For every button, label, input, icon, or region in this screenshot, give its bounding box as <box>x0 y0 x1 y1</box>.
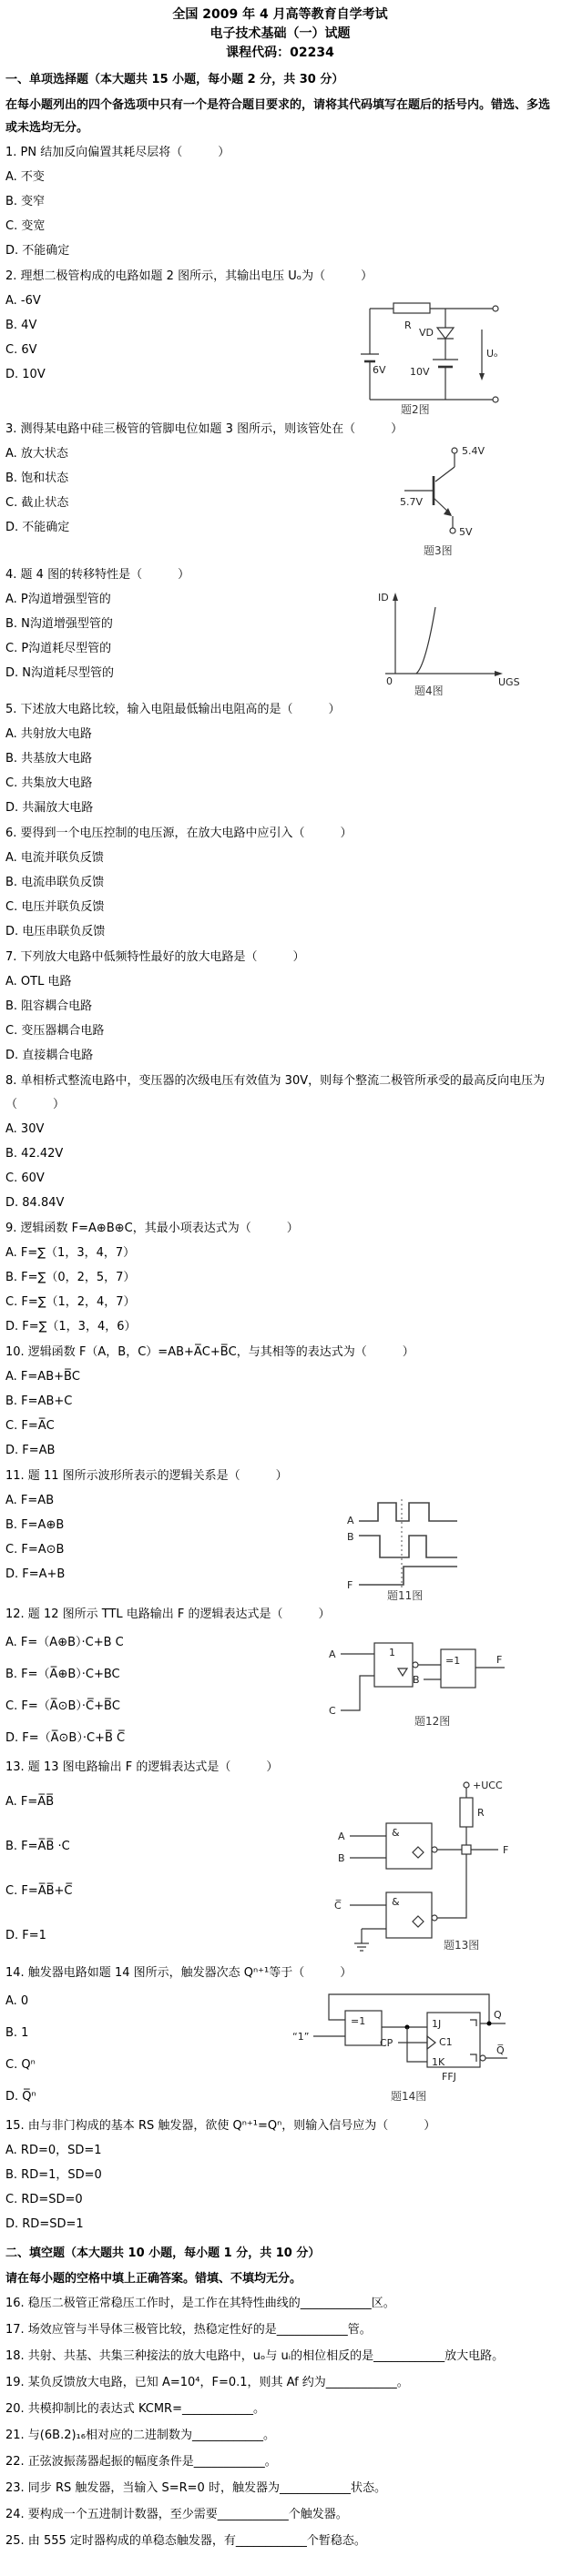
fig13-label-b: B <box>338 1852 345 1864</box>
fig13-gate1-symbol: & <box>392 1827 400 1839</box>
option-a: A. P沟道增强型管的 <box>5 593 111 606</box>
option-b: B. F=AB+C <box>5 1394 73 1408</box>
fig13-gate2-symbol: & <box>392 1896 400 1908</box>
question-9 <box>5 1217 555 1339</box>
option-d: D. N沟道耗尽型管的 <box>5 666 114 680</box>
fig2-caption: 题2图 <box>401 403 430 416</box>
option-a: A. 放大状态 <box>5 447 68 461</box>
section2-instructions: 请在每小题的空格中填上正确答案。错填、不填均无分。 <box>5 2272 302 2286</box>
section1-title: 一、单项选择题（本大题共 15 小题，每小题 2 分，共 30 分） <box>5 73 344 86</box>
option-d: D. 共漏放大电路 <box>5 801 94 815</box>
option-d: D. F=（A̅⊙B）·C+B̅ C̅ <box>5 1731 126 1745</box>
fig4-xlabel: UGS <box>498 676 520 688</box>
option-a: A. F=A̅B̅ <box>5 1795 55 1809</box>
fig12-label-a: A <box>329 1648 336 1660</box>
option-c: C. F=（A̅⊙B）·C̅+B̅C <box>5 1699 121 1713</box>
section2-title: 二、填空题（本大题共 10 小题，每小题 1 分，共 10 分） <box>5 2246 321 2260</box>
option-c: C. 电压并联负反馈 <box>5 900 105 914</box>
option-b: B. F=A̅B̅ ·C <box>5 1840 70 1853</box>
option-b: B. 4V <box>5 319 37 332</box>
fig13-label-a: A <box>338 1831 345 1842</box>
fig14-label-1: “1” <box>292 2031 310 2043</box>
option-d: D. F=1 <box>5 1929 46 1942</box>
question-text: 7. 下列放大电路中低频特性最好的放大电路是（ ） <box>5 950 305 964</box>
option-d: D. 不能确定 <box>5 244 70 258</box>
fig3-label-left: 5.7V <box>400 496 424 508</box>
fig4-origin: 0 <box>386 675 393 687</box>
fig4-caption: 题4图 <box>414 685 444 697</box>
option-c: C. F=∑（1，2，4，7） <box>5 1295 136 1309</box>
option-d: D. 直接耦合电路 <box>5 1049 94 1062</box>
option-a: A. RD=0，SD=1 <box>5 2144 102 2157</box>
fig14-label-cp: CP <box>380 2037 393 2049</box>
question-25: 25. 由 555 定时器构成的单稳态触发器，有____________个暂稳态。 <box>5 2534 366 2548</box>
option-c: C. 60V <box>5 1171 45 1185</box>
option-b: B. 1 <box>5 2026 29 2040</box>
option-b: B. 变窄 <box>5 195 46 208</box>
question-text: 8. 单相桥式整流电路中，变压器的次级电压有效值为 30V，则每个整流二极管所承受的最高反向电压为（ ） <box>5 1074 546 1111</box>
fig2-label-6v: 6V <box>373 364 386 376</box>
option-d: D. RD=SD=1 <box>5 2217 84 2231</box>
option-b: B. 饱和状态 <box>5 472 69 485</box>
question-3 <box>5 418 555 562</box>
fig12-gate2-symbol: =1 <box>445 1655 461 1667</box>
question-16: 16. 稳压二极管正常稳压工作时，是工作在其特性曲线的____________区。 <box>5 2297 395 2310</box>
option-b: B. N沟道增强型管的 <box>5 617 113 631</box>
question-18: 18. 共射、共基、共集三种接法的放大电路中，uₒ与 uᵢ的相位相反的是____________放大电路。 <box>5 2349 505 2363</box>
figure-q3-transistor <box>382 441 518 562</box>
fig12-label-b: B <box>413 1674 420 1686</box>
section1-instructions: 在每小题列出的四个备选项中只有一个是符合题目要求的，请将其代码填写在题后的括号内。错选、多选或未选均无分。 <box>5 98 551 135</box>
option-b: B. F=A⊕B <box>5 1518 65 1532</box>
option-c: C. 变压器耦合电路 <box>5 1024 105 1038</box>
course-code: 课程代码：02234 <box>226 46 334 60</box>
fig14-label-qbar: Q̅ <box>496 2044 505 2056</box>
option-c: C. Qⁿ <box>5 2058 36 2072</box>
fig14-caption: 题14图 <box>391 2090 427 2103</box>
question-text: 15. 由与非门构成的基本 RS 触发器，欲使 Qⁿ⁺¹=Qⁿ，则输入信号应为（ ） <box>5 2119 436 2133</box>
question-20: 20. 共模抑制比的表达式 KCMR=____________。 <box>5 2402 265 2416</box>
option-c: C. RD=SD=0 <box>5 2193 83 2206</box>
question-text: 5. 下述放大电路比较，输入电阻最低输出电阻高的是（ ） <box>5 703 341 716</box>
fig14-label-ff: FFJ <box>442 2071 456 2083</box>
option-a: A. F=（A⊕B）·C+B C <box>5 1636 124 1649</box>
fig14-label-q: Q <box>494 2009 502 2021</box>
fig13-label-f: F <box>503 1844 509 1856</box>
fig12-gate1-symbol: 1 <box>389 1647 395 1658</box>
question-text: 1. PN 结加反向偏置其耗尽层将（ ） <box>5 146 230 159</box>
fig13-label-ucc: +UCC <box>473 1780 503 1791</box>
fig4-ylabel: ID <box>378 592 389 603</box>
fig3-label-top: 5.4V <box>462 445 485 457</box>
question-text: 4. 题 4 图的转移特性是（ ） <box>5 568 190 582</box>
figure-q14-flipflop-circuit <box>291 1985 518 2108</box>
option-c: C. 共集放大电路 <box>5 776 93 790</box>
option-d: D. Q̅ⁿ <box>5 2090 36 2104</box>
question-2 <box>5 265 555 416</box>
option-b: B. 42.42V <box>5 1147 64 1161</box>
question-8 <box>5 1070 555 1215</box>
fig14-label-1k: 1K <box>432 2056 445 2068</box>
option-b: B. 电流串联负反馈 <box>5 876 105 889</box>
figure-q2-diode-circuit <box>359 289 518 416</box>
question-21: 21. 与(6B.2)₁₆相对应的二进制数为____________。 <box>5 2429 275 2442</box>
fig13-label-c: C̅ <box>334 1900 342 1912</box>
question-7 <box>5 946 555 1068</box>
question-text: 13. 题 13 图电路输出 F 的逻辑表达式是（ ） <box>5 1760 279 1774</box>
question-11 <box>5 1465 555 1601</box>
question-5 <box>5 698 555 820</box>
question-4 <box>5 563 555 696</box>
fig11-caption: 题11图 <box>387 1589 424 1602</box>
question-text: 12. 题 12 图所示 TTL 电路输出 F 的逻辑表达式是（ ） <box>5 1607 331 1621</box>
option-c: C. P沟道耗尽型管的 <box>5 642 112 655</box>
option-a: A. F=AB+B̅C <box>5 1370 80 1384</box>
fig12-label-f: F <box>496 1654 503 1666</box>
fig3-label-bottom: 5V <box>459 526 473 538</box>
question-text: 6. 要得到一个电压控制的电压源，在放大电路中应引入（ ） <box>5 827 353 840</box>
question-14 <box>5 1962 555 2113</box>
option-a: A. 0 <box>5 1994 29 2008</box>
option-c: C. 截止状态 <box>5 496 69 510</box>
option-d: D. F=AB <box>5 1444 56 1457</box>
option-c: C. F=A̅B̅+C̅ <box>5 1884 73 1898</box>
question-17: 17. 场效应管与半导体三极管比较，热稳定性好的是____________管。 <box>5 2323 372 2337</box>
fig13-caption: 题13图 <box>444 1939 480 1952</box>
option-d: D. 电压串联负反馈 <box>5 925 106 938</box>
fig12-caption: 题12图 <box>414 1715 451 1728</box>
option-b: B. F=∑（0，2，5，7） <box>5 1271 136 1284</box>
option-a: A. 电流并联负反馈 <box>5 851 104 865</box>
question-1 <box>5 141 555 263</box>
option-a: A. F=AB <box>5 1494 55 1507</box>
option-a: A. F=∑（1，3，4，7） <box>5 1246 136 1260</box>
question-13 <box>5 1756 555 1960</box>
question-text: 14. 触发器电路如题 14 图所示，触发器次态 Qⁿ⁺¹等于（ ） <box>5 1966 353 1980</box>
figure-q12-logic-circuit <box>318 1627 518 1729</box>
fig13-label-r: R <box>477 1807 485 1819</box>
option-b: B. 阻容耦合电路 <box>5 999 93 1013</box>
question-23: 23. 同步 RS 触发器，当输入 S=R=0 时，触发器为____________状态。 <box>5 2481 386 2495</box>
fig14-label-1j: 1J <box>432 2018 442 2030</box>
fig14-xor-symbol: =1 <box>351 2015 366 2027</box>
question-15 <box>5 2115 555 2236</box>
fig14-label-c1: C1 <box>439 2036 453 2048</box>
fig2-label-10v: 10V <box>410 366 430 378</box>
fig12-label-c: C <box>329 1705 336 1717</box>
option-d: D. F=A+B <box>5 1567 66 1581</box>
fig3-caption: 题3图 <box>424 544 453 557</box>
question-6 <box>5 822 555 944</box>
fig2-label-vd: VD <box>419 327 434 339</box>
figure-q4-transfer-curve <box>363 587 518 696</box>
question-24: 24. 要构成一个五进制计数器，至少需要____________个触发器。 <box>5 2508 348 2521</box>
option-c: C. 6V <box>5 343 37 357</box>
option-a: A. OTL 电路 <box>5 975 72 989</box>
fig11-label-a: A <box>347 1515 354 1526</box>
question-22: 22. 正弦波振荡器起振的幅度条件是____________。 <box>5 2455 277 2469</box>
option-d: D. 84.84V <box>5 1196 65 1210</box>
option-d: D. 10V <box>5 368 46 381</box>
figure-q13-nand-circuit <box>318 1780 518 1960</box>
option-b: B. RD=1，SD=0 <box>5 2168 102 2182</box>
question-10 <box>5 1341 555 1463</box>
fig11-label-b: B <box>347 1531 354 1543</box>
option-b: B. 共基放大电路 <box>5 752 93 766</box>
option-a: A. 不变 <box>5 170 45 184</box>
option-a: A. 30V <box>5 1122 45 1136</box>
option-b: B. F=（A̅⊕B）·C+BC <box>5 1668 120 1681</box>
paper-title-line1: 全国 2009 年 4 月高等教育自学考试 <box>172 7 388 22</box>
fig2-label-uo: Uₒ <box>486 348 498 360</box>
question-text: 2. 理想二极管构成的电路如题 2 图所示，其输出电压 Uₒ为（ ） <box>5 269 373 283</box>
option-a: A. 共射放大电路 <box>5 727 92 741</box>
option-c: C. 变宽 <box>5 219 46 233</box>
figure-q11-waveforms <box>336 1488 518 1601</box>
question-text: 9. 逻辑函数 F=A⊕B⊕C，其最小项表达式为（ ） <box>5 1222 299 1235</box>
paper-title-line2: 电子技术基础（一）试题 <box>209 26 351 41</box>
option-c: C. F=A̅C <box>5 1419 55 1433</box>
option-d: D. 不能确定 <box>5 521 70 534</box>
option-a: A. -6V <box>5 294 41 308</box>
question-12 <box>5 1603 555 1754</box>
question-19: 19. 某负反馈放大电路，已知 A=10⁴，F=0.1，则其 Af 约为____________。 <box>5 2376 409 2389</box>
question-text: 3. 测得某电路中硅三极管的管脚电位如题 3 图所示，则该管处在（ ） <box>5 422 404 436</box>
fig2-label-r: R <box>404 319 412 331</box>
question-text: 10. 逻辑函数 F（A，B，C）=AB+A̅C+B̅C，与其相等的表达式为（ ） <box>5 1345 414 1359</box>
fig11-label-f: F <box>347 1579 353 1591</box>
question-text: 11. 题 11 图所示波形所表示的逻辑关系是（ ） <box>5 1469 288 1483</box>
option-d: D. F=∑（1，3，4，6） <box>5 1320 137 1334</box>
option-c: C. F=A⊙B <box>5 1543 65 1557</box>
